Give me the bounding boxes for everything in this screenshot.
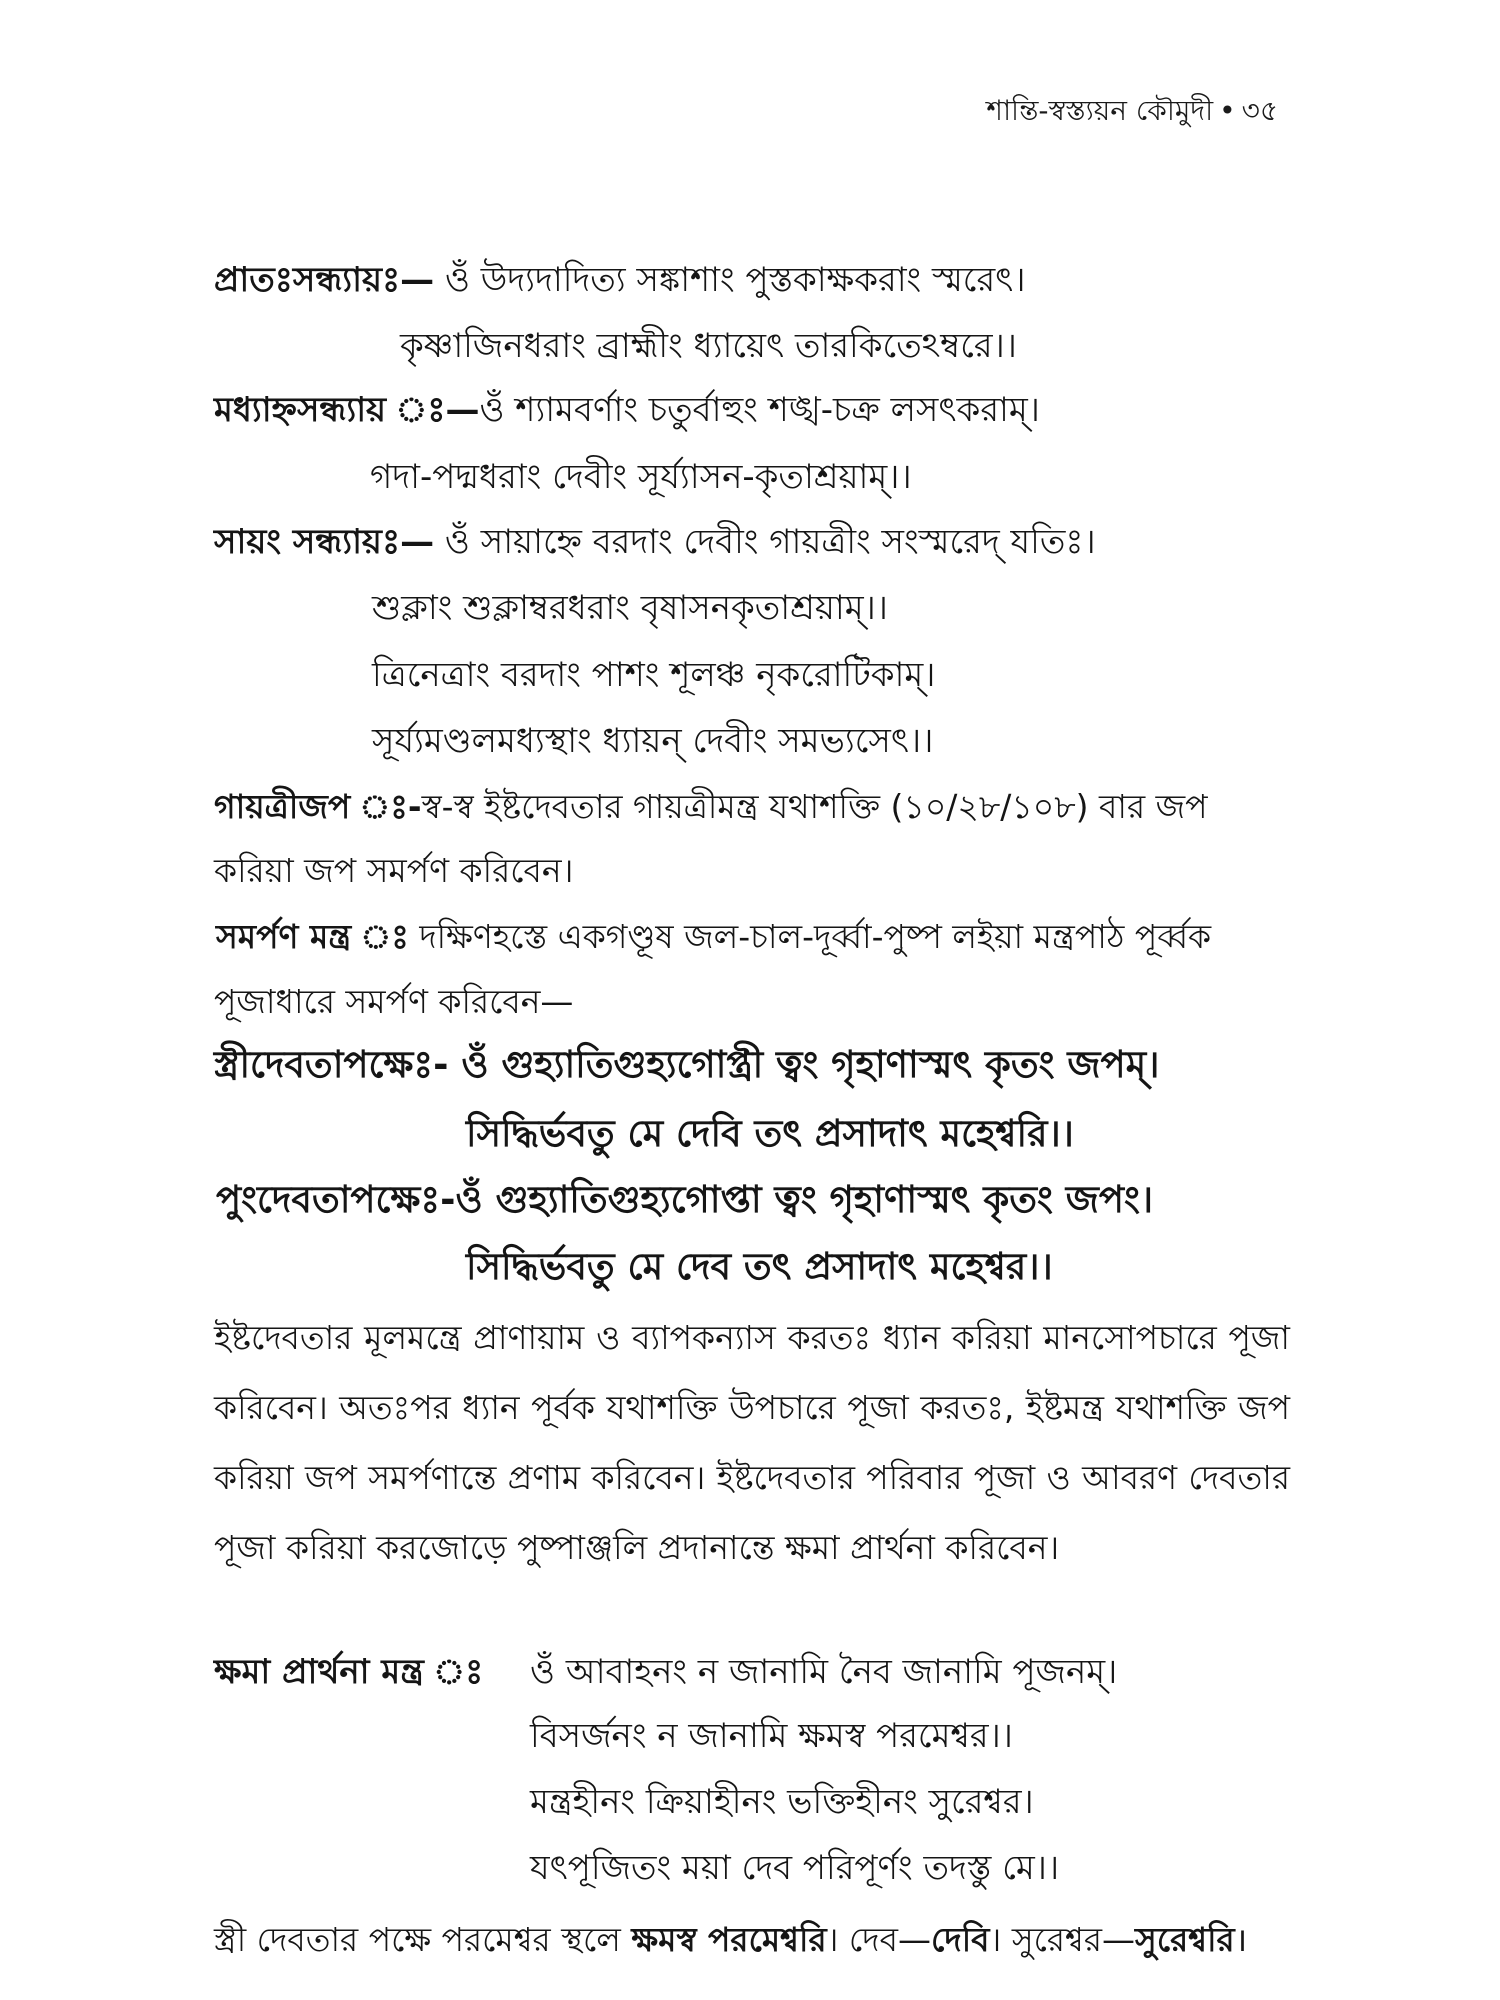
male-deity-mantra: পুংদেবতাপক্ষেঃ-ওঁ গুহ্যাতিগুহ্যগোপ্তা ত্বং গৃহাণাস্মৎ কৃতং জপং।: [216, 1178, 1154, 1221]
morning-sandhya-line-2: কৃষ্ণাজিনধরাং ব্রাহ্মীং ধ্যায়েৎ তারকিতেঽম্বরে।।: [400, 326, 1017, 366]
samarpan-mantra-label: সমর্পণ মন্ত্র ঃ: [216, 917, 409, 956]
noon-sandhya-text: ওঁ শ্যামবর্ণাং চতুর্বাহুং শঙ্খ-চক্র লসৎকরাম্।: [479, 390, 1040, 430]
kshama-prarthana-line-3: মন্ত্রহীনং ক্রিয়াহীনং ভক্তিহীনং সুরেশ্বর।: [530, 1782, 1034, 1822]
note-part-5: । সুরেশ্বর—: [989, 1920, 1136, 1959]
running-header: [986, 93, 1278, 129]
morning-sandhya-line: [214, 258, 1026, 302]
note-part-1: স্ত্রী দেবতার পক্ষে পরমেশ্বর স্থলে: [214, 1920, 632, 1959]
gayatri-japa-line: [214, 785, 1208, 829]
kshama-prarthana-line-1: ওঁ আবাহনং ন জানামি নৈব জানামি পূজনম্।: [530, 1652, 1118, 1692]
header-title: শান্তি-স্বস্ত্যয়ন কৌমুদী: [986, 94, 1214, 127]
evening-sandhya-line: [214, 520, 1096, 564]
female-deity-mantra: স্ত্রীদেবতাপক্ষেঃ- ওঁ গুহ্যাতিগুহ্যগোপ্ত্রী ত্বং গৃহাণাস্মৎ কৃতং জপম্।: [214, 1043, 1160, 1086]
evening-sandhya-line-2: শুক্লাং শুক্লাম্বরধরাং বৃষাসনকৃতাশ্রয়াম্।।: [372, 588, 888, 628]
female-deity-mantra-2: সিদ্ধির্ভবতু মে দেবি তৎ প্রসাদাৎ মহেশ্বরি।।: [466, 1112, 1074, 1155]
kshama-prarthana-line-2: বিসর্জনং ন জানামি ক্ষমস্ব পরমেশ্বর।।: [530, 1716, 1013, 1756]
note-part-6: সুরেশ্বরি: [1135, 1920, 1235, 1959]
noon-sandhya-line: [214, 388, 1040, 432]
noon-sandhya-line-2: গদা-পদ্মধরাং দেবীং সূর্য্যাসন-কৃতাশ্রয়াম্।।: [370, 457, 912, 497]
samarpan-mantra-line-2: পূজাধারে সমর্পণ করিবেন—: [214, 982, 574, 1021]
header-bullet: •: [1219, 94, 1236, 127]
evening-sandhya-label: সায়ং সন্ধ্যায়ঃ—: [214, 522, 435, 562]
evening-sandhya-line-4: সূর্য্যমণ্ডলমধ্যস্থাং ধ্যায়ন্ দেবীং সমভ্যসেৎ।।: [372, 721, 934, 761]
evening-sandhya-line-3: ত্রিনেত্রাং বরদাং পাশং শূলঞ্চ নৃকরোটিকাম্।: [372, 655, 936, 695]
page-number: ৩৫: [1241, 94, 1278, 127]
gayatri-japa-text: স্ব-স্ব ইষ্টদেবতার গায়ত্রীমন্ত্র যথাশক্তি (১০/২৮/১০৮) বার জপ: [421, 787, 1208, 826]
note-part-4: দেবি: [930, 1920, 990, 1959]
note-part-3: । দেব—: [826, 1920, 931, 1959]
kshama-prarthana-label: ক্ষমা প্রার্থনা মন্ত্র ঃ: [214, 1652, 484, 1692]
samarpan-mantra-text: দক্ষিণহস্তে একগণ্ডূষ জল-চাল-দূর্ব্বা-পুষ্প লইয়া মন্ত্রপাঠ পূর্ব্বক: [408, 917, 1212, 956]
morning-sandhya-label: প্রাতঃসন্ধ্যায়ঃ—: [214, 260, 435, 300]
gayatri-japa-label: গায়ত্রীজপ ঃ-: [214, 787, 422, 826]
note-part-7: ।: [1234, 1920, 1248, 1959]
morning-sandhya-text: ওঁ উদ্যদাদিত্য সঙ্কাশাং পুস্তকাক্ষকরাং স্মরেৎ।: [434, 260, 1026, 300]
worship-instructions-paragraph: ইষ্টদেবতার মূলমন্ত্রে প্রাণায়াম ও ব্যাপকন্যাস করতঃ ধ্যান করিয়া মানসোপচারে পূজা করিবেন। অতঃপর ধ্যান পূর্বক যথাশক্তি উপচারে পূজা করতঃ, ইষ্টমন্ত্র যথাশক্তি জপ করিয়া জপ সমর্পণান্তে প্রণাম করিবেন। ইষ্টদেবতার পরিবার পূজা ও আবরণ দেবতার পূজা করিয়া করজোড়ে পুষ্পাঞ্জলি প্রদানান্তে ক্ষমা প্রার্থনা করিবেন।: [214, 1318, 1290, 1567]
noon-sandhya-label: মধ্যাহ্নসন্ধ্যায় ঃ—: [214, 390, 480, 430]
female-deity-note: [214, 1905, 1290, 1975]
male-deity-mantra-2: সিদ্ধির্ভবতু মে দেব তৎ প্রসাদাৎ মহেশ্বর।।: [466, 1245, 1053, 1288]
note-part-2: ক্ষমস্ব পরমেশ্বরি: [631, 1920, 827, 1959]
samarpan-mantra-line: [216, 915, 1211, 959]
gayatri-japa-line-2: করিয়া জপ সমর্পণ করিবেন।: [214, 851, 574, 890]
kshama-prarthana-line-4: যৎপূজিতং ময়া দেব পরিপূর্ণং তদস্তু মে।।: [530, 1848, 1060, 1888]
evening-sandhya-text: ওঁ সায়াহ্নে বরদাং দেবীং গায়ত্রীং সংস্মরেদ্ যতিঃ।: [434, 522, 1096, 562]
